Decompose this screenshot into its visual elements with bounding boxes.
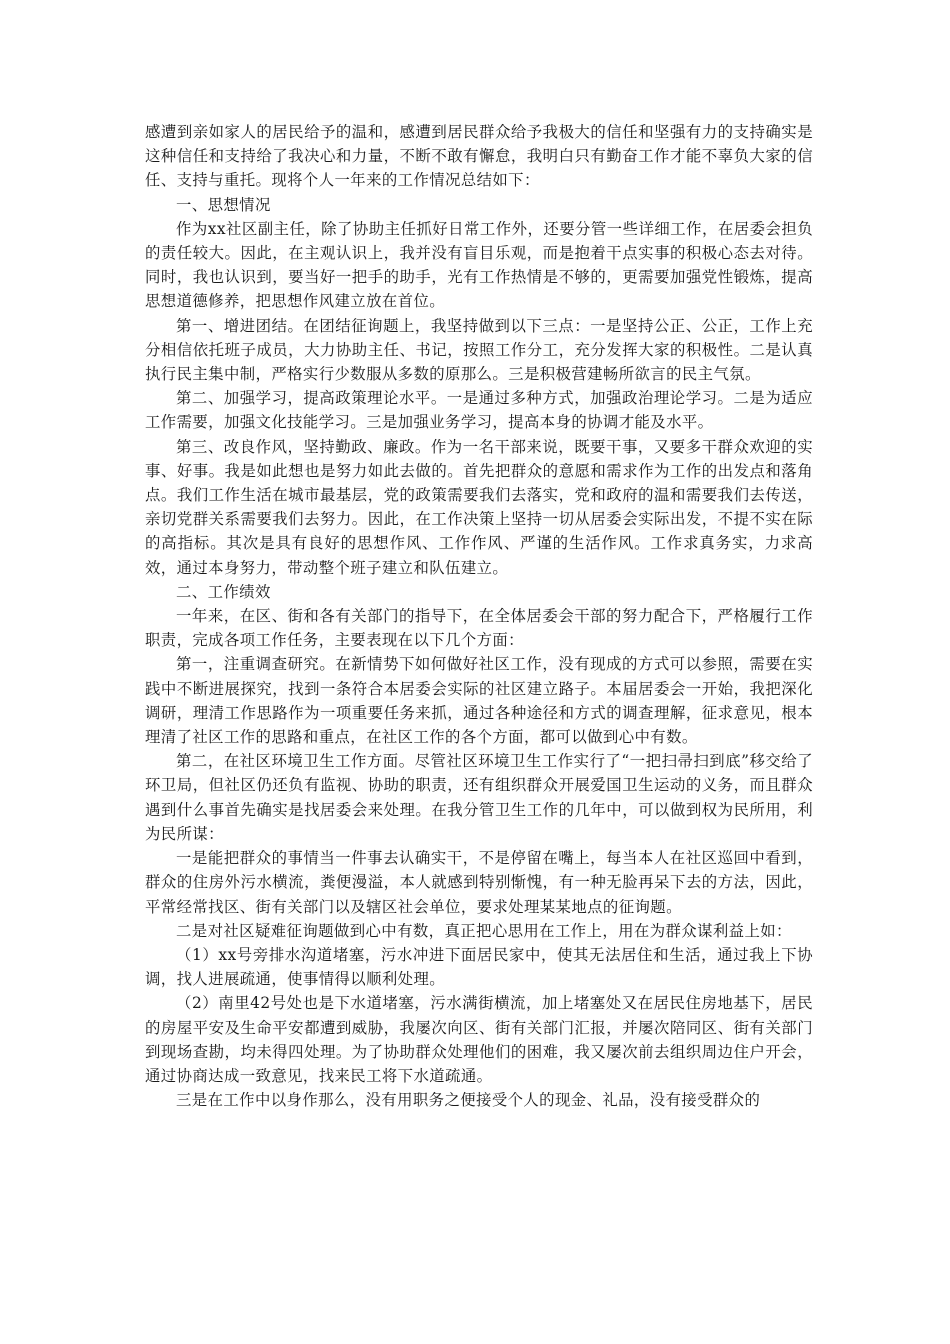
- paragraph: 第一、增进团结。在团结征询题上，我坚持做到以下三点：一是坚持公正、公正，工作上充分相信依托班子成员，大力协助主任、书记，按照工作分工，充分发挥大家的积极性。二是认真执行民主集中制，严格实行少数服从多数的原那么。三是积极营建畅所欲言的民主气氛。: [145, 316, 813, 384]
- paragraph: 第二、加强学习，提高政策理论水平。一是通过多种方式，加强政治理论学习。二是为适应工作需要，加强文化技能学习。三是加强业务学习，提高本身的协调才能及水平。: [145, 389, 813, 432]
- paragraph: 第三、改良作风，坚持勤政、廉政。作为一名干部来说，既要干事，又要多干群众欢迎的实事、好事。我是如此想也是努力如此去做的。首先把群众的意愿和需求作为工作的出发点和落角点。我们工作生活在城市最基层，党的政策需要我们去落实，党和政府的温和需要我们去传送，亲切党群关系需要我们去努力。因此，在工作决策上坚持一切从居委会实际出发，不提不实在际的高指标。其次是具有良好的思想作风、工作作风、严谨的生活作风。工作求真务实，力求高效，通过本身努力，带动整个班子建立和队伍建立。: [145, 437, 813, 577]
- section-heading: 一、思想情况: [176, 195, 271, 214]
- paragraph: 一年来，在区、街和各有关部门的指导下，在全体居委会干部的努力配合下，严格履行工作职责，完成各项工作任务，主要表现在以下几个方面：: [145, 607, 813, 650]
- list-item: （2）南里42号处也是下水道堵塞，污水满街横流，加上堵塞处又在居民住房地基下，居民的房屋平安及生命平安都遭到威胁，我屡次向区、街有关部门汇报，并屡次陪同区、街有关部门到现场查勘，均未得四处理。为了协助群众处理他们的困难，我又屡次前去组织周边住户开会，通过协商达成一致意见，找来民工将下水道疏通。: [145, 994, 813, 1085]
- section-heading: 二、工作绩效: [176, 582, 271, 601]
- list-item: （1）xx号旁排水沟道堵塞，污水冲进下面居民家中，使其无法居住和生活，通过我上下协调，找人进展疏通，使事情得以顺利处理。: [145, 945, 813, 989]
- paragraph: 三是在工作中以身作那么，没有用职务之便接受个人的现金、礼品，没有接受群众的: [176, 1091, 761, 1110]
- paragraph: 二是对社区疑难征询题做到心中有数，真正把心思用在工作上，用在为群众谋利益上如：: [176, 921, 792, 940]
- paragraph: 第二，在社区环境卫生工作方面。尽管社区环境卫生工作实行了“一把扫帚扫到底”移交给了环卫局，但社区仍还负有监视、协助的职责，还有组织群众开展爱国卫生运动的义务，而且群众遇到什么事首先确实是找居委会来处理。在我分管卫生工作的几年中，可以做到权为民所用，利为民所谋：: [145, 752, 813, 843]
- paragraph: 一是能把群众的事情当一件事去认确实干，不是停留在嘴上，每当本人在社区巡回中看到，群众的住房外污水横流，粪便漫溢，本人就感到特别惭愧，有一种无脸再呆下去的方法，因此，平常经常找区、街有关部门以及辖区社会单位，要求处理某某地点的征询题。: [145, 849, 813, 916]
- paragraph: 感遭到亲如家人的居民给予的温和，感遭到居民群众给予我极大的信任和坚强有力的支持确实是这种信任和支持给了我决心和力量，不断不敢有懈怠，我明白只有勤奋工作才能不辜负大家的信任、支持与重托。现将个人一年来的工作情况总结如下：: [145, 123, 813, 190]
- paragraph: 第一，注重调查研究。在新情势下如何做好社区工作，没有现成的方式可以参照，需要在实践中不断进展探究，找到一条符合本居委会实际的社区建立路子。本届居委会一开始，我把深化调研，理清工作思路作为一项重要任务来抓，通过各种途径和方式的调查理解，征求意见，根本理清了社区工作的思路和重点，在社区工作的各个方面，都可以做到心中有数。: [145, 655, 813, 747]
- paragraph: 作为xx社区副主任，除了协助主任抓好日常工作外，还要分管一些详细工作，在居委会担负的责任较大。因此，在主观认识上，我并没有盲目乐观，而是抱着干点实事的积极心态去对待。同时，我也认识到，要当好一把手的助手，光有工作热情是不够的，更需要加强党性锻炼，提高思想道德修养，把思想作风建立放在首位。: [145, 219, 813, 311]
- document-page: [145, 120, 813, 1112]
